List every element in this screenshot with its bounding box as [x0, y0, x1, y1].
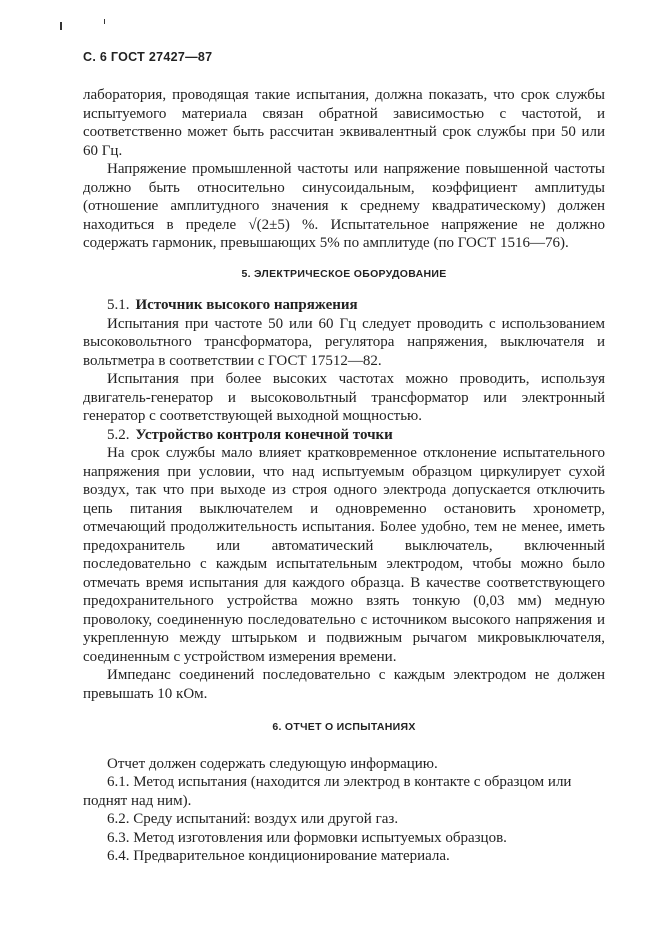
paragraph: Испытания при частоте 50 или 60 Гц следует проводить с использованием высоковольтного трансформатора, регулятора напряжения, выключателя и вольтметра в соответствии с ГОСТ 17512—82.	[83, 315, 605, 369]
list-item: 6.3. Метод изготовления или формовки испытуемых образцов.	[107, 829, 507, 846]
paragraph: На срок службы мало влияет кратковременное отклонение испытательного напряжения при условии, что над испытуемым образцом циркулирует сухой воздух, так что при выходе из строя одного электрода допускается отключить цепь питания выключателем и одновременно остановить хронометр, отмечающий продолжительность испытания. Более удобно, тем не менее, иметь предохранитель или автоматический выключатель, включенный последовательно с каждым испытательным электродом, чтобы можно было отмечать время испытания для каждого образца. В качестве соответствующего предохранительного устройства можно взять тонкую (0,03 мм) медную проволоку, соединенную последовательно с источником высокого напряжения и укрепленную между штырьком и подвижным рычагом микровыключателя, соединенным с устройством измерения времени.	[83, 445, 605, 665]
subsection-title: Источник высокого напряжения	[135, 297, 358, 313]
subsection-title: Устройство контроля конечной точки	[135, 426, 393, 443]
paragraph: Импеданс соединений последовательно с каждым электродом не должен превышать 10 кОм.	[83, 667, 605, 702]
scan-speck	[104, 19, 105, 24]
subsection-number: 5.1.	[107, 297, 130, 313]
scan-speck	[60, 22, 62, 30]
list-item: 6.4. Предварительное кондиционирование материала.	[107, 848, 450, 864]
paragraph: лаборатория, проводящая такие испытания, должна показать, что срок службы испытуемого материала связан обратной зависимостью с частотой, и соответственно может быть рассчитан эквивалентный срок службы при 50 или 60 Гц.	[83, 87, 605, 159]
page-header: С. 6 ГОСТ 27427—87	[83, 50, 213, 64]
section-heading: 5. ЭЛЕКТРИЧЕСКОЕ ОБОРУДОВАНИЕ	[241, 267, 447, 280]
paragraph: Напряжение промышленной частоты или напряжение повышенной частоты должно быть относительно синусоидальным, коэффициент амплитуды (отношение амплитудного значения к среднему квадратическому) должен находиться в пределе √(2±5) %. Испытательное напряжение не должно содержать гармоник, превышающих 5% по амплитуде (по ГОСТ 1516—76).	[83, 161, 605, 251]
document-body	[83, 86, 605, 866]
paragraph: Отчет должен содержать следующую информацию.	[107, 755, 438, 772]
paragraph: Испытания при более высоких частотах можно проводить, используя двигатель-генератор и высоковольтный трансформатор или электронный генератор с соответствующей выходной мощностью.	[83, 371, 605, 424]
list-item: 6.1. Метод испытания (находится ли электрод в контакте с образцом или поднят над ним).	[83, 774, 572, 809]
subsection-heading	[83, 296, 605, 315]
subsection-number: 5.2.	[107, 426, 130, 443]
section-heading: 6. ОТЧЕТ О ИСПЫТАНИЯХ	[272, 721, 416, 733]
subsection-heading	[83, 426, 605, 445]
list-item: 6.2. Среду испытаний: воздух или другой газ.	[107, 811, 399, 827]
